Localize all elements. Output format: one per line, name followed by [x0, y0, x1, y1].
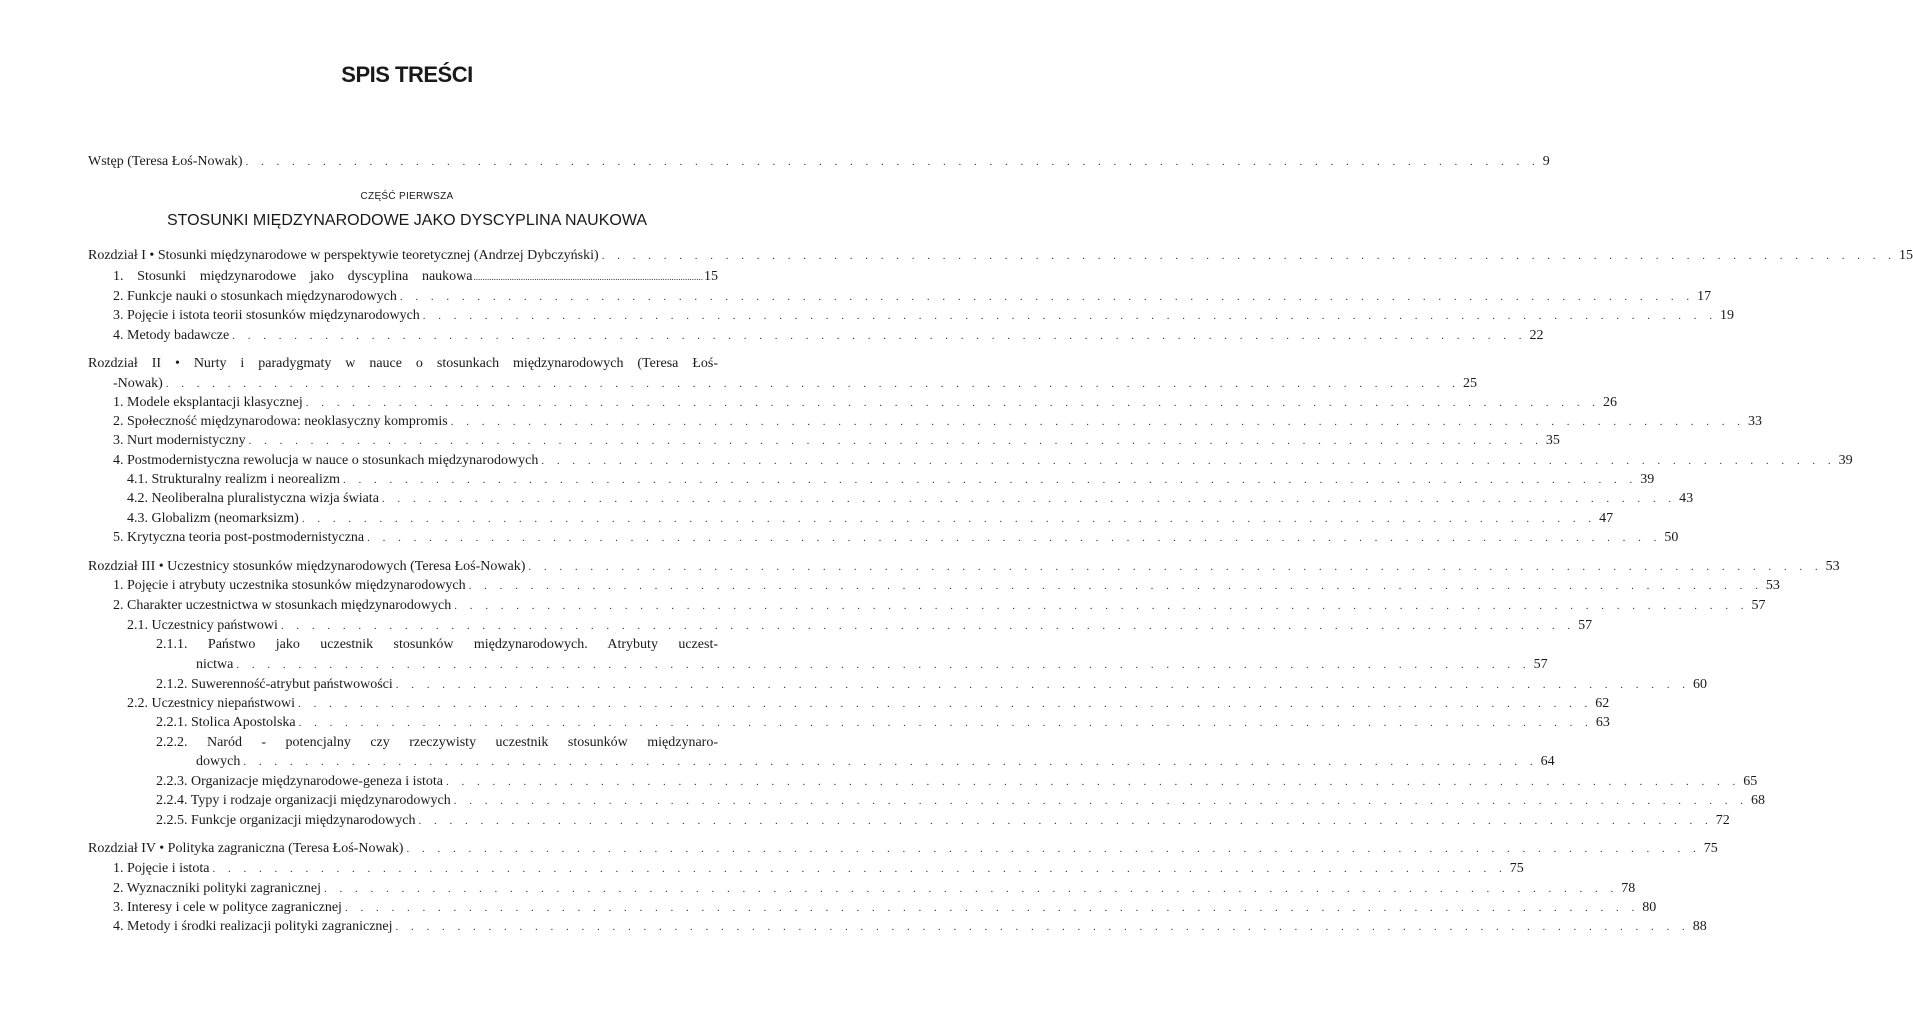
leader-dots: . . . . . . . . . . . . . . . . . . . . . . . . . . . . . . . . . . . . . . . . . . . . . . . . . . . . . . . . . . . . . . . . . . . . . . . . . . . . . . . . . . . . [418, 815, 1713, 827]
leader-dots: ...................................................................................................... [473, 272, 703, 282]
toc-entry [113, 413, 1762, 431]
toc-entry-title: 2.1.2. Suwerenność-atrybut państwowości [156, 677, 393, 692]
part-label: CZĘŚĆ PIERWSZA [360, 191, 454, 202]
toc-entry [113, 327, 1544, 345]
toc-entry-title: 1. Modele eksplantacji klasycznej [113, 395, 303, 410]
toc-entry-title: 2.2.3. Organizacje międzynarodowe-geneza i istota [156, 774, 444, 789]
toc-page-number: 26 [1602, 395, 1617, 410]
toc-page-number: 33 [1748, 414, 1762, 429]
toc-page-number: 43 [1679, 491, 1694, 506]
toc-entry [113, 529, 1679, 547]
toc-page-number: 75 [1703, 841, 1718, 856]
toc-entry-title: 2.2.4. Typy i rodzaje organizacji międzynarodowych [156, 793, 451, 808]
toc-page-number: 50 [1664, 530, 1679, 545]
leader-dots: . . . . . . . . . . . . . . . . . . . . . . . . . . . . . . . . . . . . . . . . . . . . . . . . . . . . . . . . . . . . . . . . . . . . . . . . . . . . . . . . . . . . [381, 493, 1677, 505]
leader-dots: . . . . . . . . . . . . . . . . . . . . . . . . . . . . . . . . . . . . . . . . . . . . . . . . . . . . . . . . . . . . . . . . . . . . . . . . . . . . . . . . . . . . [399, 291, 1695, 303]
leader-dots: . . . . . . . . . . . . . . . . . . . . . . . . . . . . . . . . . . . . . . . . . . . . . . . . . . . . . . . . . . . . . . . . . . . . . . . . . . . . . . . . . . . . [243, 756, 1538, 768]
toc-page-number: 65 [1743, 774, 1758, 789]
toc-entry [156, 812, 1730, 830]
toc-entry-title: 1. Pojęcie i atrybuty uczestnika stosunków międzynarodowych [113, 578, 466, 593]
toc-entry-introduction [88, 153, 1550, 171]
leader-dots: . . . . . . . . . . . . . . . . . . . . . . . . . . . . . . . . . . . . . . . . . . . . . . . . . . . . . . . . . . . . . . . . . . . . . . . . . . . . . . . . . . . . [301, 513, 1597, 525]
toc-entry [113, 860, 1524, 878]
toc-entry [127, 617, 1593, 635]
leader-dots: . . . . . . . . . . . . . . . . . . . . . . . . . . . . . . . . . . . . . . . . . . . . . . . . . . . . . . . . . . . . . . . . . . . . . . . . . . . . . . . . . . . . [280, 620, 1576, 632]
toc-entry [113, 597, 1766, 615]
toc-entry [156, 792, 1765, 810]
leader-dots: . . . . . . . . . . . . . . . . . . . . . . . . . . . . . . . . . . . . . . . . . . . . . . . . . . . . . . . . . . . . . . . . . . . . . . . . . . . . . . . . . . . . [528, 561, 1823, 573]
toc-entry [156, 714, 1610, 732]
toc-entry [113, 307, 1735, 325]
toc-entry-title: 2.2.5. Funkcje organizacji międzynarodowych [156, 813, 416, 828]
toc-entry-title: 2. Charakter uczestnictwa w stosunkach międzynarodowych [113, 598, 452, 613]
toc-page-number: 39 [1838, 453, 1853, 468]
toc-page-number: 64 [1540, 754, 1555, 769]
toc-page-number: 17 [1697, 289, 1712, 304]
leader-dots: . . . . . . . . . . . . . . . . . . . . . . . . . . . . . . . . . . . . . . . . . . . . . . . . . . . . . . . . . . . . . . . . . . . . . . . . . . . . . . . . . . . . [541, 455, 1836, 467]
leader-dots: . . . . . . . . . . . . . . . . . . . . . . . . . . . . . . . . . . . . . . . . . . . . . . . . . . . . . . . . . . . . . . . . . . . . . . . . . . . . . . . . . . . . [232, 330, 1527, 342]
toc-chapter-2 [88, 355, 718, 373]
leader-dots: . . . . . . . . . . . . . . . . . . . . . . . . . . . . . . . . . . . . . . . . . . . . . . . . . . . . . . . . . . . . . . . . . . . . . . . . . . . . . . . . . . . . [601, 250, 1896, 262]
toc-entry-title: 4. Metody i środki realizacji polityki zagranicznej [113, 919, 393, 934]
toc-page-number: 19 [1720, 308, 1735, 323]
toc-entry-title: Rozdział I • Stosunki międzynarodowe w perspektywie teoretycznej (Andrzej Dybczyński) [88, 248, 599, 263]
toc-entry-title: 2.1.1. Państwo jako uczestnik stosunków międzynarodowych. Atrybuty uczest- [156, 637, 718, 652]
toc-entry-title: 4. Postmodernistyczna rewolucja w nauce o stosunkach międzynarodowych [113, 453, 539, 468]
leader-dots: . . . . . . . . . . . . . . . . . . . . . . . . . . . . . . . . . . . . . . . . . . . . . . . . . . . . . . . . . . . . . . . . . . . . . . . . . . . . . . . . . . . . [236, 659, 1531, 671]
toc-entry-title: 2.2.1. Stolica Apostolska [156, 715, 296, 730]
leader-dots: . . . . . . . . . . . . . . . . . . . . . . . . . . . . . . . . . . . . . . . . . . . . . . . . . . . . . . . . . . . . . . . . . . . . . . . . . . . . . . . . . . . . [212, 863, 1507, 875]
leader-dots: . . . . . . . . . . . . . . . . . . . . . . . . . . . . . . . . . . . . . . . . . . . . . . . . . . . . . . . . . . . . . . . . . . . . . . . . . . . . . . . . . . . . [468, 580, 1763, 592]
toc-entry [196, 753, 1555, 771]
part-title: STOSUNKI MIĘDZYNARODOWE JAKO DYSCYPLINA NAUKOWA [166, 212, 648, 229]
leader-dots: . . . . . . . . . . . . . . . . . . . . . . . . . . . . . . . . . . . . . . . . . . . . . . . . . . . . . . . . . . . . . . . . . . . . . . . . . . . . . . . . . . . . [450, 416, 1745, 428]
leader-dots: . . . . . . . . . . . . . . . . . . . . . . . . . . . . . . . . . . . . . . . . . . . . . . . . . . . . . . . . . . . . . . . . . . . . . . . . . . . . . . . . . . . . [454, 600, 1749, 612]
toc-entry-title: 2. Funkcje nauki o stosunkach międzynarodowych [113, 289, 397, 304]
toc-entry-title: 2. Wyznaczniki polityki zagranicznej [113, 881, 322, 896]
leader-dots: . . . . . . . . . . . . . . . . . . . . . . . . . . . . . . . . . . . . . . . . . . . . . . . . . . . . . . . . . . . . . . . . . . . . . . . . . . . . . . . . . . . . [422, 310, 1718, 322]
toc-entry [113, 288, 1712, 306]
leader-dots: . . . . . . . . . . . . . . . . . . . . . . . . . . . . . . . . . . . . . . . . . . . . . . . . . . . . . . . . . . . . . . . . . . . . . . . . . . . . . . . . . . . . [343, 474, 1638, 486]
toc-entry-title: Rozdział III • Uczestnicy stosunków międzynarodowych (Teresa Łoś-Nowak) [88, 559, 526, 574]
toc-entry [127, 490, 1694, 508]
leader-dots: . . . . . . . . . . . . . . . . . . . . . . . . . . . . . . . . . . . . . . . . . . . . . . . . . . . . . . . . . . . . . . . . . . . . . . . . . . . . . . . . . . . . [165, 378, 1461, 390]
toc-page-number: 22 [1529, 328, 1544, 343]
toc-page-number: 47 [1599, 511, 1614, 526]
toc-page-number: 39 [1640, 472, 1655, 487]
toc-entry [156, 734, 718, 752]
toc-entry-title: Wstęp (Teresa Łoś-Nowak) [88, 154, 243, 169]
toc-entry-title: 4.1. Strukturalny realizm i neorealizm [127, 472, 341, 487]
leader-dots: . . . . . . . . . . . . . . . . . . . . . . . . . . . . . . . . . . . . . . . . . . . . . . . . . . . . . . . . . . . . . . . . . . . . . . . . . . . . . . . . . . . . [305, 397, 1600, 409]
toc-entry-title: 1. Stosunki międzynarodowe jako dyscyplina naukowa [113, 269, 473, 284]
leader-dots: . . . . . . . . . . . . . . . . . . . . . . . . . . . . . . . . . . . . . . . . . . . . . . . . . . . . . . . . . . . . . . . . . . . . . . . . . . . . . . . . . . . . [298, 717, 1593, 729]
toc-chapter-3 [88, 558, 1840, 576]
toc-entry [113, 268, 718, 286]
toc-page-number: 80 [1642, 900, 1657, 915]
toc-entry-title: 3. Interesy i cele w polityce zagranicznej [113, 900, 342, 915]
toc-chapter-1 [88, 247, 1913, 265]
toc-entry-title: 4.2. Neoliberalna pluralistyczna wizja świata [127, 491, 379, 506]
toc-entry [196, 656, 1548, 674]
toc-entry-title: 2.2.2. Naród - potencjalny czy rzeczywisty uczestnik stosunków międzynaro- [156, 735, 718, 750]
toc-page-number: 75 [1509, 861, 1524, 876]
toc-entry-title: Rozdział IV • Polityka zagraniczna (Teresa Łoś-Nowak) [88, 841, 404, 856]
toc-entry [113, 375, 1478, 393]
leader-dots: . . . . . . . . . . . . . . . . . . . . . . . . . . . . . . . . . . . . . . . . . . . . . . . . . . . . . . . . . . . . . . . . . . . . . . . . . . . . . . . . . . . . [406, 843, 1701, 855]
toc-page-number: 35 [1545, 433, 1560, 448]
toc-page-number: 57 [1578, 618, 1593, 633]
toc-page-number: 60 [1693, 677, 1708, 692]
toc-entry [127, 510, 1614, 528]
leader-dots: . . . . . . . . . . . . . . . . . . . . . . . . . . . . . . . . . . . . . . . . . . . . . . . . . . . . . . . . . . . . . . . . . . . . . . . . . . . . . . . . . . . . [446, 776, 1741, 788]
toc-entry-title: dowych [196, 754, 241, 769]
toc-entry-title: -Nowak) [113, 376, 163, 391]
toc-page-number: 88 [1692, 919, 1707, 934]
page-title: SPIS TREŚCI [341, 62, 473, 87]
toc-page-number: 63 [1595, 715, 1610, 730]
leader-dots: . . . . . . . . . . . . . . . . . . . . . . . . . . . . . . . . . . . . . . . . . . . . . . . . . . . . . . . . . . . . . . . . . . . . . . . . . . . . . . . . . . . . [248, 435, 1543, 447]
toc-entry-title: 4.3. Globalizm (neomarksizm) [127, 511, 299, 526]
leader-dots: . . . . . . . . . . . . . . . . . . . . . . . . . . . . . . . . . . . . . . . . . . . . . . . . . . . . . . . . . . . . . . . . . . . . . . . . . . . . . . . . . . . . [245, 156, 1540, 168]
toc-entry [113, 880, 1636, 898]
toc-entry [113, 394, 1617, 412]
toc-page-number: 57 [1533, 657, 1548, 672]
toc-entry-title: 2. Społeczność międzynarodowa: neoklasyczny kompromis [113, 414, 448, 429]
toc-entry [156, 676, 1708, 694]
toc-page-number: 68 [1751, 793, 1765, 808]
toc-page-number: 25 [1463, 376, 1478, 391]
toc-page-number: 15 [704, 269, 718, 284]
toc-entry-title: 3. Pojęcie i istota teorii stosunków międzynarodowych [113, 308, 420, 323]
toc-page-number: 53 [1765, 578, 1780, 593]
leader-dots: . . . . . . . . . . . . . . . . . . . . . . . . . . . . . . . . . . . . . . . . . . . . . . . . . . . . . . . . . . . . . . . . . . . . . . . . . . . . . . . . . . . . [297, 698, 1593, 710]
toc-entry-title: 5. Krytyczna teoria post-postmodernistyczna [113, 530, 365, 545]
leader-dots: . . . . . . . . . . . . . . . . . . . . . . . . . . . . . . . . . . . . . . . . . . . . . . . . . . . . . . . . . . . . . . . . . . . . . . . . . . . . . . . . . . . . [395, 921, 1690, 933]
toc-entry [156, 636, 718, 654]
toc-entry-title: 3. Nurt modernistyczny [113, 433, 246, 448]
leader-dots: . . . . . . . . . . . . . . . . . . . . . . . . . . . . . . . . . . . . . . . . . . . . . . . . . . . . . . . . . . . . . . . . . . . . . . . . . . . . . . . . . . . . [344, 902, 1640, 914]
toc-entry-title: 4. Metody badawcze [113, 328, 230, 343]
leader-dots: . . . . . . . . . . . . . . . . . . . . . . . . . . . . . . . . . . . . . . . . . . . . . . . . . . . . . . . . . . . . . . . . . . . . . . . . . . . . . . . . . . . . [367, 532, 1662, 544]
toc-entry [127, 471, 1655, 489]
toc-entry-title: 2.2. Uczestnicy niepaństwowi [127, 696, 295, 711]
toc-entry-title: Rozdział II • Nurty i paradygmaty w nauce o stosunkach międzynarodowych (Teresa Łoś- [88, 356, 718, 371]
toc-page-number: 72 [1715, 813, 1730, 828]
toc-page-number: 62 [1595, 696, 1610, 711]
toc-entry [113, 432, 1560, 450]
toc-chapter-4 [88, 840, 1718, 858]
toc-entry-title: 1. Pojęcie i istota [113, 861, 210, 876]
toc-entry [113, 577, 1780, 595]
toc-entry [156, 773, 1758, 791]
leader-dots: . . . . . . . . . . . . . . . . . . . . . . . . . . . . . . . . . . . . . . . . . . . . . . . . . . . . . . . . . . . . . . . . . . . . . . . . . . . . . . . . . . . . [395, 679, 1691, 691]
toc-page-number: 9 [1542, 154, 1550, 169]
toc-page-number: 57 [1751, 598, 1766, 613]
toc-entry [113, 899, 1657, 917]
toc-entry-title: 2.1. Uczestnicy państwowi [127, 618, 278, 633]
toc-entry [113, 452, 1853, 470]
toc-entry [127, 695, 1610, 713]
leader-dots: . . . . . . . . . . . . . . . . . . . . . . . . . . . . . . . . . . . . . . . . . . . . . . . . . . . . . . . . . . . . . . . . . . . . . . . . . . . . . . . . . . . . [453, 795, 1748, 807]
leader-dots: . . . . . . . . . . . . . . . . . . . . . . . . . . . . . . . . . . . . . . . . . . . . . . . . . . . . . . . . . . . . . . . . . . . . . . . . . . . . . . . . . . . . [324, 883, 1619, 895]
toc-page-number: 78 [1621, 881, 1636, 896]
toc-page-number: 53 [1825, 559, 1840, 574]
toc-page-number: 15 [1898, 248, 1913, 263]
toc-entry [113, 918, 1707, 936]
toc-entry-title: nictwa [196, 657, 234, 672]
